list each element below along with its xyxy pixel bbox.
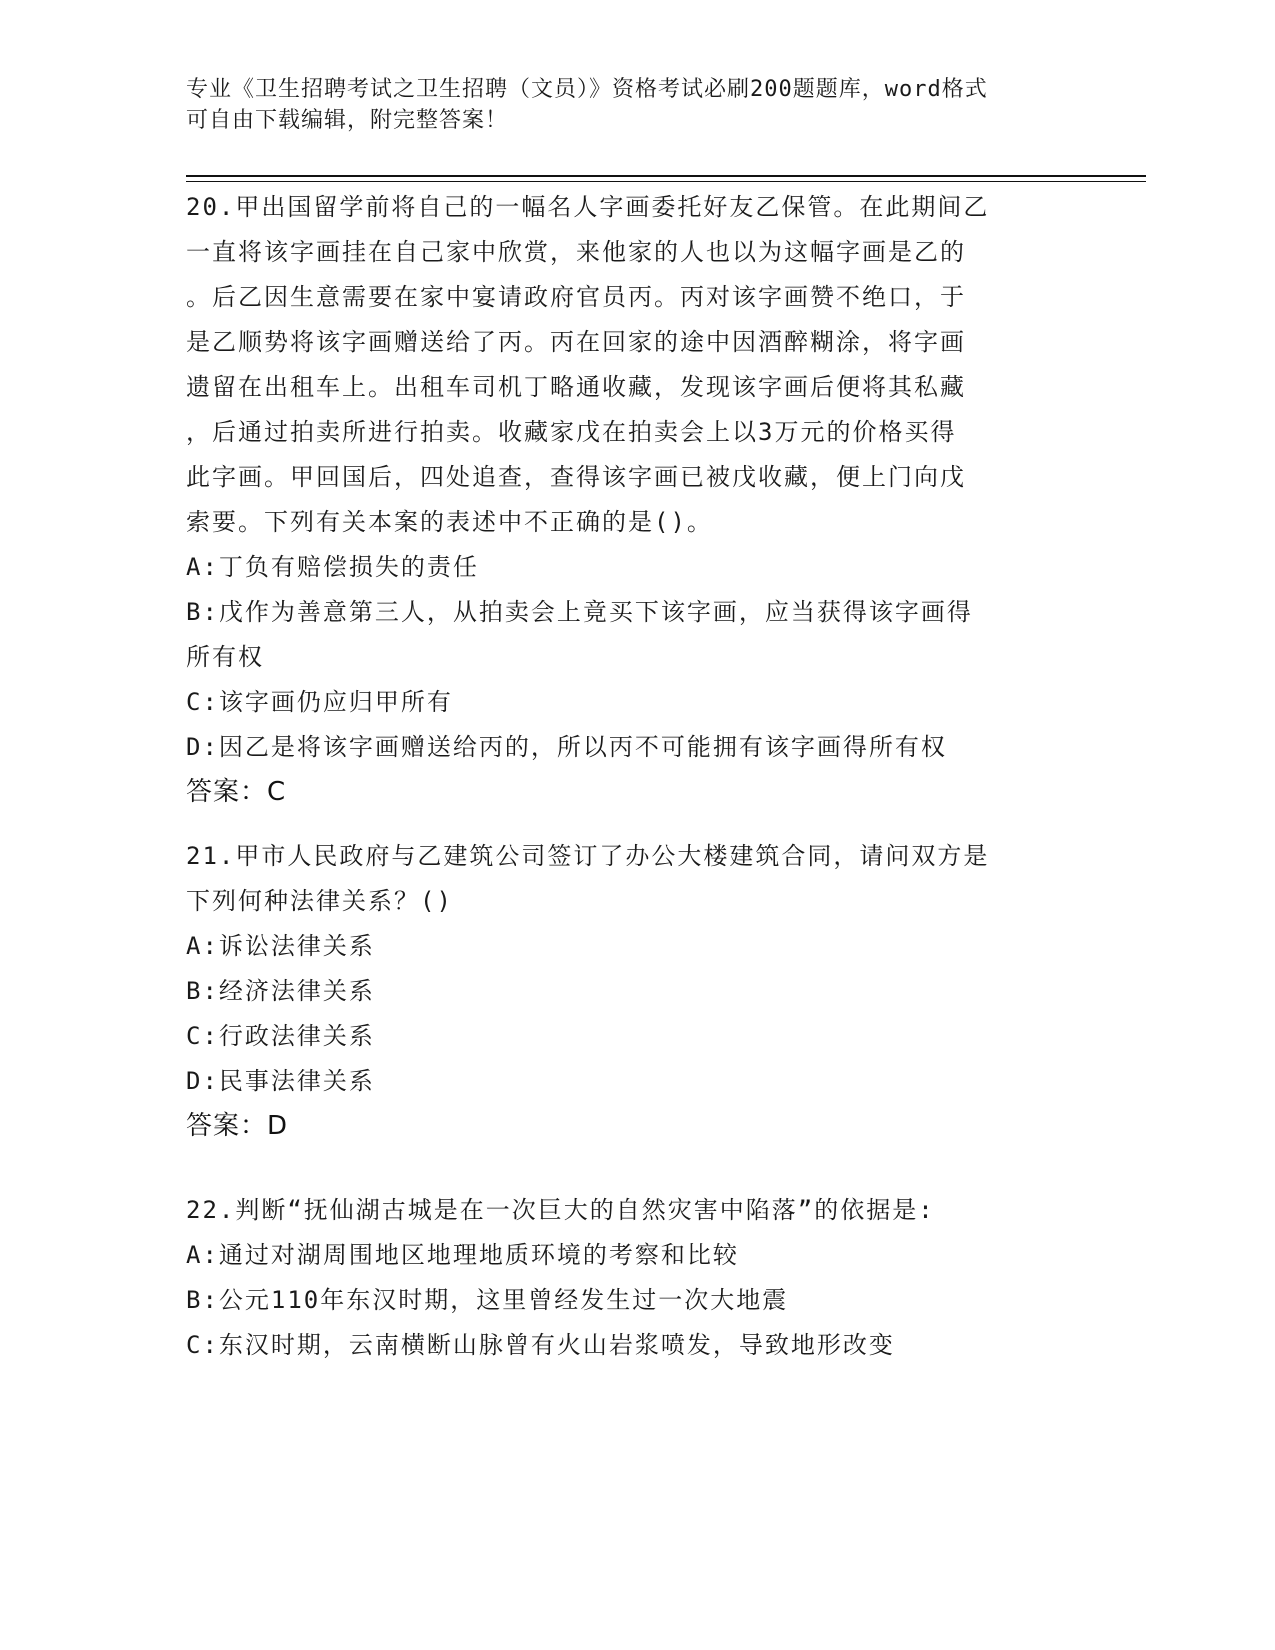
option-c: C:该字画仍应归甲所有 xyxy=(186,688,453,716)
question-text-line: 一直将该字画挂在自己家中欣赏，来他家的人也以为这幅字画是乙的 xyxy=(186,238,966,266)
header-line: 可自由下载编辑，附完整答案！ xyxy=(186,108,509,133)
question-text-line: 21.甲市人民政府与乙建筑公司签订了办公大楼建筑合同，请问双方是 xyxy=(186,842,990,870)
question-22 xyxy=(186,1188,1086,1368)
question-text-line: 索要。下列有关本案的表述中不正确的是()。 xyxy=(186,508,713,536)
header-line: 专业《卫生招聘考试之卫生招聘（文员）》资格考试必刷200题题库，word格式 xyxy=(186,77,988,102)
question-text-line: 。后乙因生意需要在家中宴请政府官员丙。丙对该字画赞不绝口，于 xyxy=(186,283,966,311)
question-text-line: 下列何种法律关系？() xyxy=(186,887,453,915)
option-b: B:公元110年东汉时期，这里曾经发生过一次大地震 xyxy=(186,1286,789,1314)
question-text-line: 遗留在出租车上。出租车司机丁略通收藏，发现该字画后便将其私藏 xyxy=(186,373,966,401)
option-d: D:因乙是将该字画赠送给丙的，所以丙不可能拥有该字画得所有权 xyxy=(186,733,947,761)
question-text-line: 此字画。甲回国后，四处追查，查得该字画已被戊收藏，便上门向戊 xyxy=(186,463,966,491)
question-text-line: ，后通过拍卖所进行拍卖。收藏家戊在拍卖会上以3万元的价格买得 xyxy=(186,418,957,446)
question-21 xyxy=(186,834,1086,1149)
header-divider-thin xyxy=(186,181,1146,182)
option-b: B:经济法律关系 xyxy=(186,977,375,1005)
answer-label: 答案：D xyxy=(186,1111,289,1141)
option-a: A:诉讼法律关系 xyxy=(186,932,375,960)
header-divider-thick xyxy=(186,175,1146,177)
question-text-line: 是乙顺势将该字画赠送给了丙。丙在回家的途中因酒醉糊涂，将字画 xyxy=(186,328,966,356)
question-text-line: 22.判断“抚仙湖古城是在一次巨大的自然灾害中陷落”的依据是: xyxy=(186,1196,935,1224)
question-text-line: 20.甲出国留学前将自己的一幅名人字画委托好友乙保管。在此期间乙 xyxy=(186,193,990,221)
option-a: A:丁负有赔偿损失的责任 xyxy=(186,553,479,581)
question-20 xyxy=(186,185,1086,815)
answer-label: 答案：C xyxy=(186,777,287,807)
option-c: C:东汉时期，云南横断山脉曾有火山岩浆喷发，导致地形改变 xyxy=(186,1331,895,1359)
option-d: D:民事法律关系 xyxy=(186,1067,375,1095)
document-header xyxy=(186,74,1086,136)
option-b-continued: 所有权 xyxy=(186,643,264,671)
option-c: C:行政法律关系 xyxy=(186,1022,375,1050)
option-a: A:通过对湖周围地区地理地质环境的考察和比较 xyxy=(186,1241,739,1269)
option-b: B:戊作为善意第三人，从拍卖会上竟买下该字画，应当获得该字画得 xyxy=(186,598,973,626)
